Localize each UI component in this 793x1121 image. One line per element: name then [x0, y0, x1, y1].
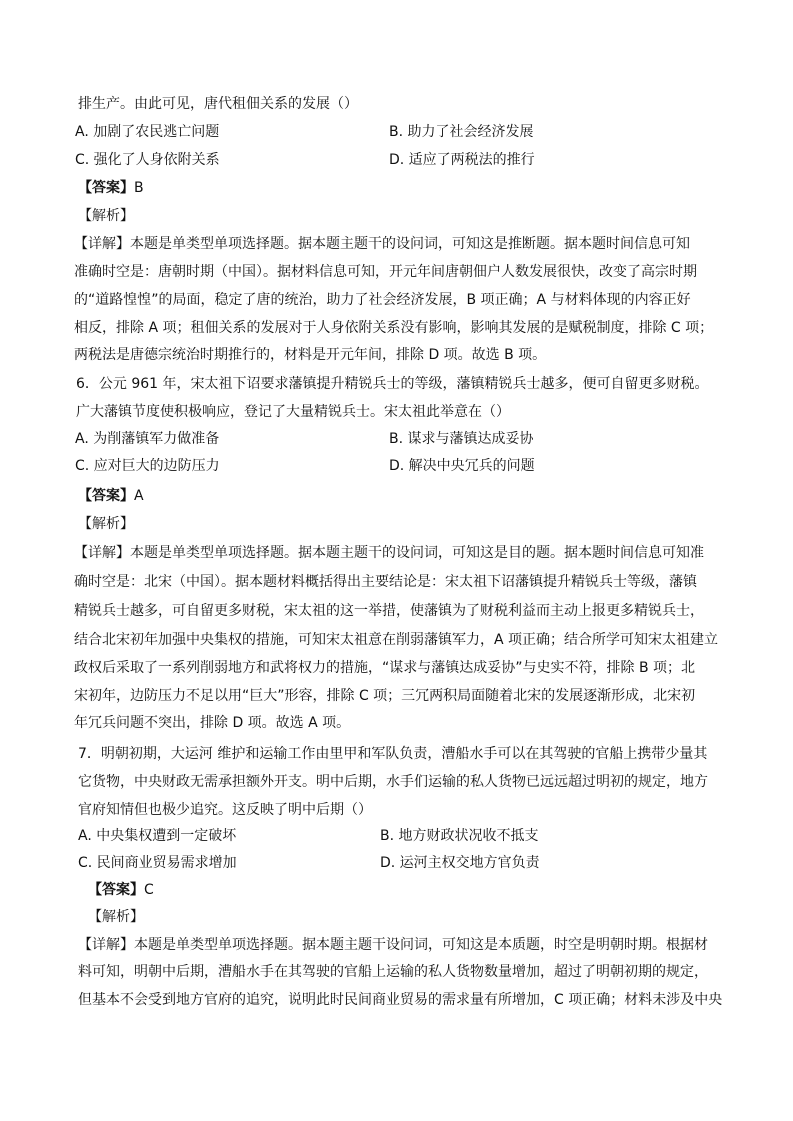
q5-answer-row: [78, 178, 144, 198]
q7-detail-line-2: 料可知，明朝中后期，漕船水手在其驾驶的官船上运输的私人货物数量增加，超过了明朝初期的规定，: [78, 964, 708, 980]
q7-option-c: C. 民间商业贸易需求增加: [78, 855, 237, 871]
q5-detail-line-5: 两税法是唐德宗统治时期推行的，材料是开元年间，排除 D 项。故选 B 项。: [74, 347, 547, 363]
q5-stem: 排生产。由此可见，唐代租佃关系的发展（）: [78, 96, 358, 112]
q6-detail-line-3: 精锐兵士越多，可自留更多财税，宋太祖的这一举措，使藩镇为了财税利益而主动上报更多精锐兵士，: [74, 603, 704, 619]
q6-detail-line-7: 年冗兵问题不突出，排除 D 项。故选 A 项。: [74, 715, 351, 731]
q5-answer-label: 【答案】: [78, 180, 134, 196]
q6-detail-line-4: 结合北宋初年加强中央集权的措施，可知宋太祖意在削弱藩镇军力，A 项正确；结合所学可知宋太祖建立: [74, 632, 719, 648]
q7-stem-line-2: 它货物，中央财政无需承担额外开支。明中后期，水手们运输的私人货物已远远超过明初的规定，地方: [78, 774, 708, 790]
q5-answer: B: [134, 180, 144, 196]
q5-option-c: C. 强化了人身依附关系: [75, 152, 220, 168]
q7-detail-line-1: [78, 935, 708, 955]
q5-detail-text-1: 本题是单类型单项选择题。据本题主题干的设问词，可知这是推断题。据本题时间信息可知: [130, 236, 690, 252]
q6-option-c: C. 应对巨大的边防压力: [75, 458, 220, 474]
q6-option-a: A. 为削藩镇军力做准备: [75, 431, 220, 447]
q6-detail-line-2: 确时空是：北宋（中国）。据本题材料概括得出主要结论是：宋太祖下诏藩镇提升精锐兵士等级，藩镇: [74, 574, 697, 590]
q7-stem-line-3: 官府知情但也极少追究。这反映了明中后期（）: [78, 802, 372, 818]
q6-detail-line-5: 政权后采取了一系列削弱地方和武将权力的措施，“谋求与藩镇达成妥协”与史实不符，排除 B 项；北: [74, 660, 696, 676]
q5-detail-line-2: 准确时空是：唐朝时期（中国）。据材料信息可知，开元年间唐朝佃户人数发展很快，改变了高宗时期: [74, 264, 697, 280]
q6-analysis-label: 【解析】: [78, 516, 134, 532]
q7-answer-label: 【答案】: [88, 882, 144, 898]
q6-option-d: D. 解决中央冗兵的问题: [389, 458, 535, 474]
q6-stem-line-2: 广大藩镇节度使积极响应，登记了大量精锐兵士。宋太祖此举意在（）: [76, 404, 510, 420]
q7-option-b: B. 地方财政状况收不抵支: [380, 828, 539, 844]
q5-detail-label: 【详解】: [74, 236, 130, 252]
q6-answer: A: [134, 488, 144, 504]
q5-detail-line-3: 的“道路惶惶”的局面，稳定了唐的统治，助力了社会经济发展，B 项正确；A 与材料体现的内容正好: [74, 292, 691, 308]
q7-detail-line-3: 但基本不会受到地方官府的追究，说明此时民间商业贸易的需求量有所增加，C 项正确；材料未涉及中央: [78, 992, 723, 1008]
q6-detail-text-1: 本题是单类型单项选择题。据本题主题干的设问词，可知这是目的题。据本题时间信息可知准: [130, 545, 704, 561]
q6-answer-label: 【答案】: [78, 488, 134, 504]
q7-answer: C: [144, 882, 154, 898]
q6-answer-row: [78, 486, 144, 506]
q6-option-b: B. 谋求与藩镇达成妥协: [389, 431, 534, 447]
q7-detail-text-1: 本题是单类型单项选择题。据本题主题干设问词，可知这是本质题，时空是明朝时期。根据材: [134, 937, 708, 953]
q5-analysis-label: 【解析】: [78, 208, 134, 224]
q7-answer-row: [88, 880, 154, 900]
q5-option-d: D. 适应了两税法的推行: [389, 152, 535, 168]
q5-detail-line-4: 相反，排除 A 项；租佃关系的发展对于人身依附关系没有影响，影响其发展的是赋税制度，排除 C 项；: [74, 320, 714, 336]
q5-detail-line-1: [74, 234, 690, 254]
q5-option-a: A. 加剧了农民逃亡问题: [75, 124, 220, 140]
q6-detail-line-1: [74, 543, 704, 563]
q6-stem-line-1: 6．公元 961 年，宋太祖下诏要求藩镇提升精锐兵士的等级，藩镇精锐兵士越多，便可自留更多财税。: [76, 376, 709, 392]
q6-detail-label: 【详解】: [74, 545, 130, 561]
q7-option-a: A. 中央集权遭到一定破坏: [78, 828, 237, 844]
q7-option-d: D. 运河主权交地方官负责: [380, 855, 540, 871]
q7-analysis-label: 【解析】: [88, 909, 144, 925]
q7-stem-line-1: 7．明朝初期，大运河 维护和运输工作由里甲和军队负责，漕船水手可以在其驾驶的官船上携带少量其: [78, 746, 708, 762]
q5-option-b: B. 助力了社会经济发展: [389, 124, 534, 140]
q7-detail-label: 【详解】: [78, 937, 134, 953]
q6-detail-line-6: 宋初年，边防压力不足以用“巨大”形容，排除 C 项；三冗两积局面随着北宋的发展逐渐形成，北宋初: [74, 688, 696, 704]
